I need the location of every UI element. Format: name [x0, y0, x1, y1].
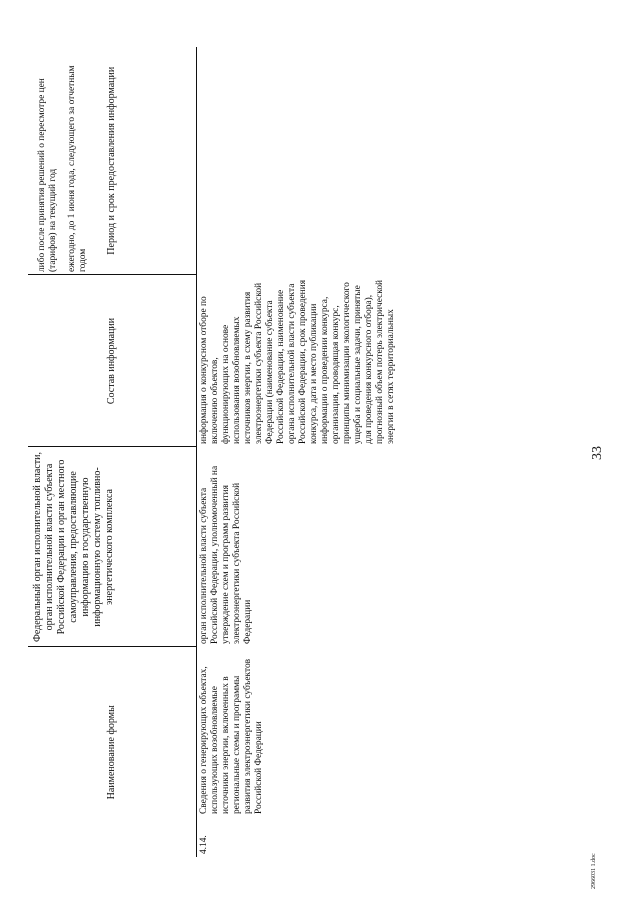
row-reporting-body: орган исполнительной власти субъекта Российской Федерации, уполномоченный на утверждение схем и программ развития электроэнергетики субъекта Российской Федерации: [199, 465, 253, 644]
row-form-name: Сведения о генерирующих объектах, использующих возобновляемые источники энергии, включенных в региональные схемы и программы развития электроэнергетики субъектов Российской Федерации: [199, 658, 264, 814]
period-continuation: либо после принятия решений о пересмотре цен (тарифов) на текущий год: [37, 78, 58, 272]
header-contents: Состав информации: [28, 275, 197, 447]
data-table: [28, 47, 601, 857]
header-reporting-body: Федеральный орган исполнительной власти, орган исполнительной власти субъекта Российской Федерации и орган местного самоуправления, предоставляющие информацию в государственную информационную систему топливно-энергетического комплекса: [28, 447, 197, 647]
table-row: [197, 47, 602, 857]
document-id: 2966031 1.doc: [591, 853, 597, 889]
row-contents: информация о конкурсном отборе по включению объектов, функционирующих на основе использования возобновляемых источников энергии, в схему развития электроэнергетики субъекта Российской Федерации (наименование субъекта Российской Федерации, наименование органа исполнительной власти субъекта Российской Федерации, срок проведения конкурса, дата и место публикации информации о проведении конкурса, организация, проводящая конкурс, принципы минимизации экологического ущерба и социальные задачи, принятые для проведения конкурсного отбора), прогнозный объем потерь электрической энергии в сетях территориальных: [199, 279, 396, 444]
page-number: 33: [590, 446, 605, 460]
header-period: Период и срок предоставления информации: [28, 47, 197, 275]
row-period: ежегодно, до 1 июня года, следующего за отчетным годом: [67, 65, 88, 272]
header-form-name: Наименование формы: [28, 647, 197, 857]
row-number: 4.14.: [199, 835, 209, 854]
